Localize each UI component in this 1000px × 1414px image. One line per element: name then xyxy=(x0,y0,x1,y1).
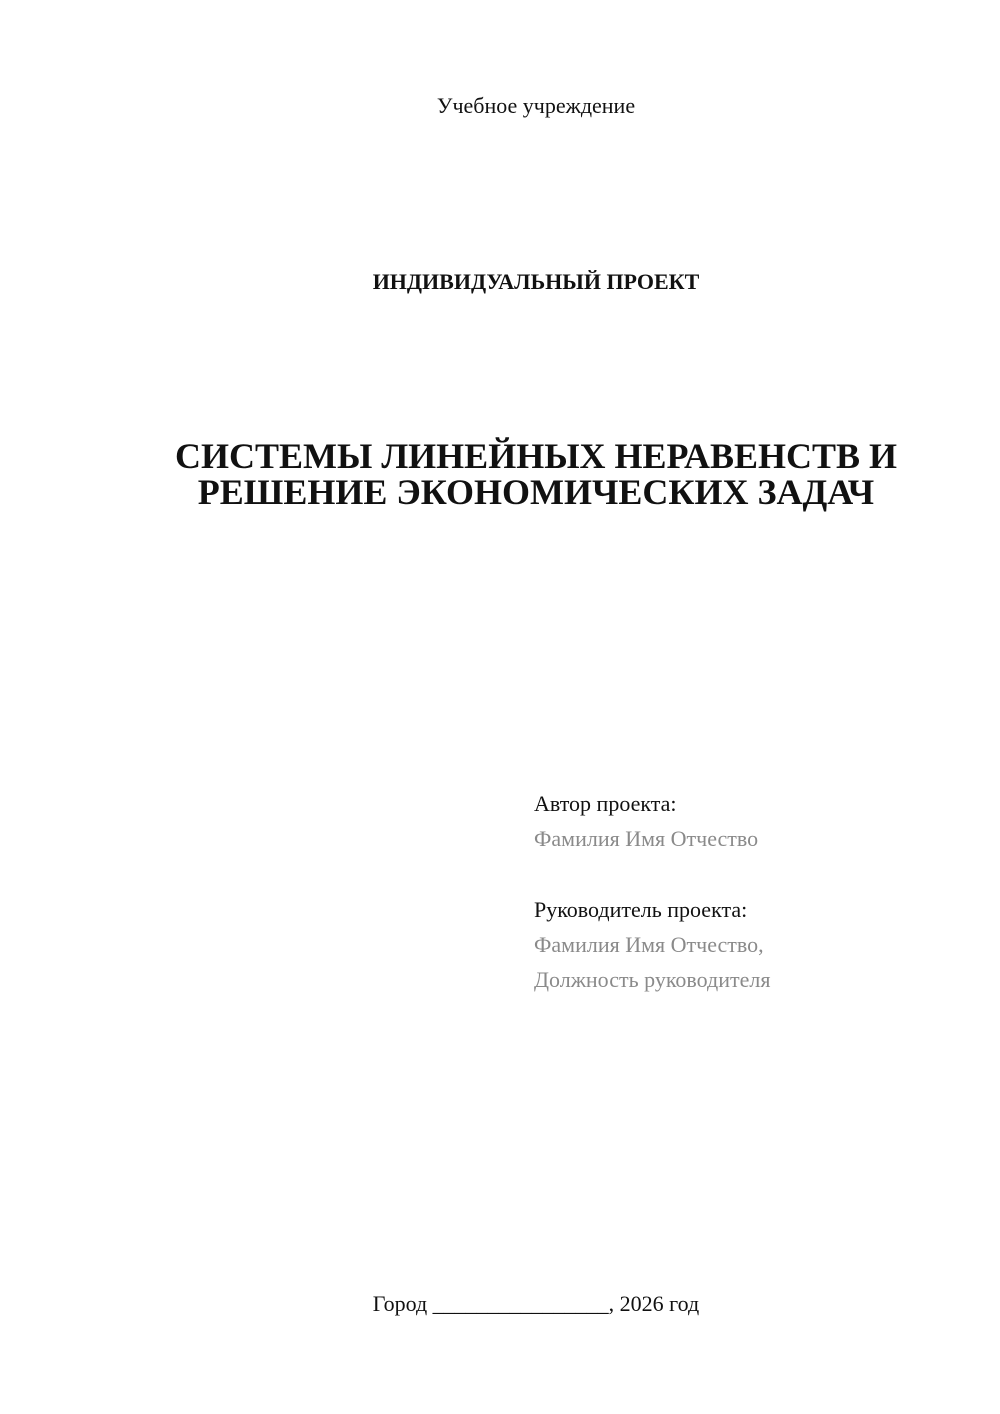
supervisor-name: Фамилия Имя Отчество, xyxy=(534,932,764,957)
project-type-heading: ИНДИВИДУАЛЬНЫЙ ПРОЕКТ xyxy=(372,269,700,294)
author-label: Автор проекта: xyxy=(534,791,677,816)
supervisor-label: Руководитель проекта: xyxy=(534,897,748,922)
project-title-line-2: РЕШЕНИЕ ЭКОНОМИЧЕСКИХ ЗАДАЧ xyxy=(197,472,875,512)
author-block xyxy=(534,786,974,856)
supervisor-block xyxy=(534,892,974,997)
city-year-footer: Город ________________, 2026 год xyxy=(372,1291,700,1316)
project-title-line-1: СИСТЕМЫ ЛИНЕЙНЫХ НЕРАВЕНСТВ И xyxy=(175,436,897,476)
author-name: Фамилия Имя Отчество xyxy=(534,826,759,851)
supervisor-position: Должность руководителя xyxy=(534,967,771,992)
institution-name: Учебное учреждение xyxy=(436,93,636,118)
project-title xyxy=(0,438,1000,510)
